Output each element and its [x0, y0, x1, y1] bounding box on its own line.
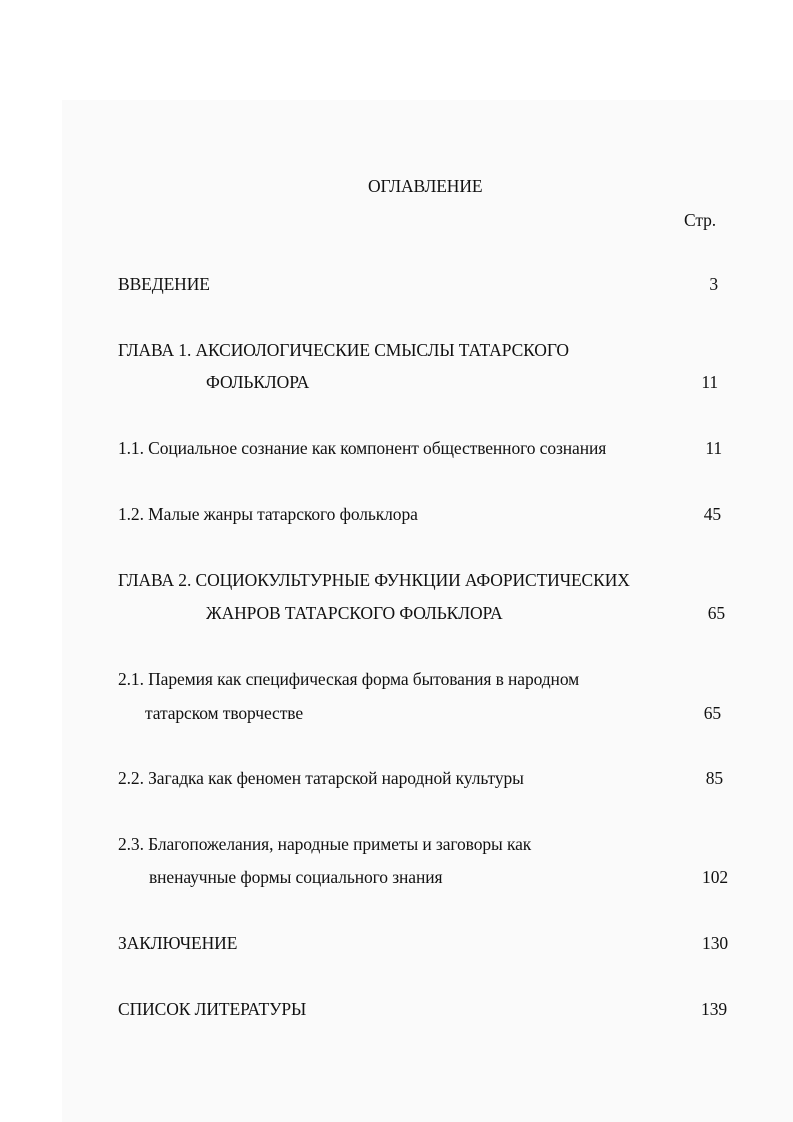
toc-entry-chapter1-line1: ГЛАВА 1. АКСИОЛОГИЧЕСКИЕ СМЫСЛЫ ТАТАРСКОГО [118, 340, 569, 360]
toc-page-section-2-3: 102 [702, 867, 728, 887]
toc-entry-section-2-3-line1: 2.3. Благопожелания, народные приметы и заговоры как [118, 834, 532, 854]
toc-entry-section-2-3-line2: вненаучные формы социального знания [149, 867, 443, 887]
toc-page-chapter1: 11 [701, 372, 718, 392]
toc-page-introduction: 3 [709, 274, 718, 294]
toc-page-bibliography: 139 [701, 999, 727, 1019]
toc-entry-section-1-2: 1.2. Малые жанры татарского фольклора [118, 504, 418, 524]
toc-page-section-2-2: 85 [705, 768, 723, 788]
page-title: ОГЛАВЛЕНИЕ [368, 176, 483, 196]
toc-page-section-2-1: 65 [703, 703, 721, 723]
toc-entry-chapter2-line2: ЖАНРОВ ТАТАРСКОГО ФОЛЬКЛОРА [206, 603, 503, 623]
toc-page-conclusion: 130 [702, 933, 728, 953]
toc-entry-bibliography: СПИСОК ЛИТЕРАТУРЫ [118, 999, 307, 1019]
toc-entry-introduction: ВВЕДЕНИЕ [118, 274, 210, 294]
toc-entry-section-2-2: 2.2. Загадка как феномен татарской народной культуры [118, 768, 524, 788]
toc-entry-section-1-1: 1.1. Социальное сознание как компонент общественного сознания [118, 438, 607, 458]
toc-entry-section-2-1-line1: 2.1. Паремия как специфическая форма бытования в народном [118, 669, 580, 689]
toc-entry-section-2-1-line2: татарском творчестве [145, 703, 304, 723]
toc-entry-chapter2-line1: ГЛАВА 2. СОЦИОКУЛЬТУРНЫЕ ФУНКЦИИ АФОРИСТИЧЕСКИХ [118, 570, 630, 590]
toc-page-section-1-2: 45 [703, 504, 721, 524]
page-column-header: Стр. [684, 210, 717, 230]
toc-entry-chapter1-line2: ФОЛЬКЛОРА [206, 372, 310, 392]
toc-page-chapter2: 65 [707, 603, 725, 623]
toc-page-section-1-1: 11 [705, 438, 722, 458]
toc-entry-conclusion: ЗАКЛЮЧЕНИЕ [118, 933, 238, 953]
